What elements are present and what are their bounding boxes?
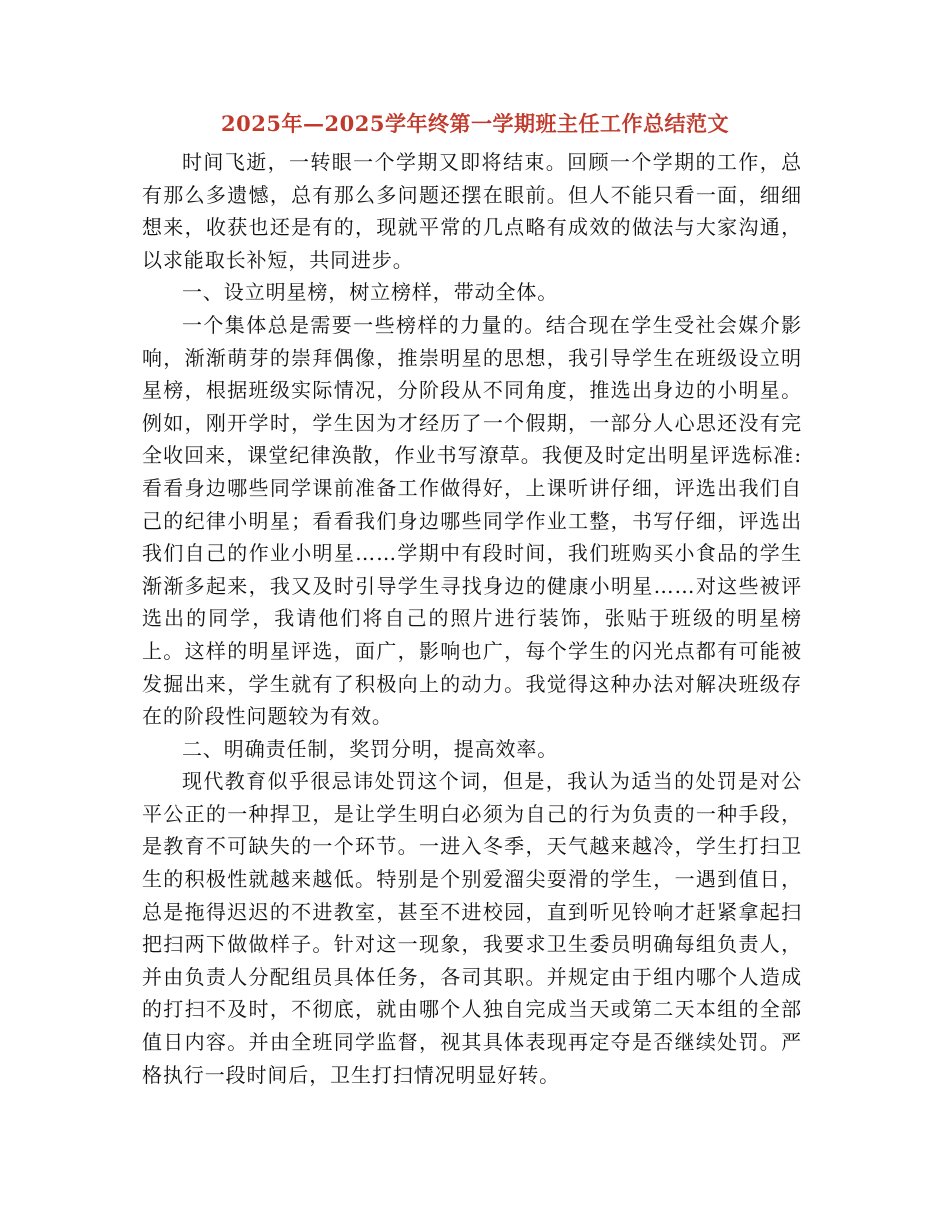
paragraph-section-2: 现代教育似乎很忌讳处罚这个词，但是，我认为适当的处罚是对公平公正的一种捍卫，是让学生明白必须为自己的行为负责的一种手段，是教育不可缺失的一个环节。一进入冬季，天气越来越冷，学生打扫卫生的积极性就越来越低。特别是个别爱溜尖耍滑的学生，一遇到值日，总是拖得迟迟的不进教室，甚至不进校园，直到听见铃响才赶紧拿起扫把扫两下做做样子。针对这一现象，我要求卫生委员明确每组负责人，并由负责人分配组员具体任务，各司其职。并规定由于组内哪个人造成的打扫不及时，不彻底，就由哪个人独自完成当天或第二天本组的全部值日内容。并由全班同学监督，视其具体表现再定夺是否继续处罚。严格执行一段时间后，卫生打扫情况明显好转。	[142, 769, 802, 1087]
document-title: 2025年—2025学年终第一学期班主任工作总结范文	[221, 111, 729, 136]
section-heading-2: 二、明确责任制，奖罚分明，提高效率。	[182, 736, 559, 761]
paragraph-section-1: 一个集体总是需要一些榜样的力量的。结合现在学生受社会媒介影响，渐渐萌芽的崇拜偶像，推崇明星的思想，我引导学生在班级设立明星榜，根据班级实际情况，分阶段从不同角度，推选出身边的小明星。例如，刚开学时，学生因为才经历了一个假期，一部分人心思还没有完全收回来，课堂纪律涣散，作业书写潦草。我便及时定出明星评选标准:看看身边哪些同学课前准备工作做得好，上课听讲仔细，评选出我们自己的纪律小明星；看看我们身边哪些同学作业工整，书写仔细，评选出我们自己的作业小明星……学期中有段时间，我们班购买小食品的学生渐渐多起来，我又及时引导学生寻找身边的健康小明星……对这些被评选出的同学，我请他们将自己的照片进行装饰，张贴于班级的明星榜上。这样的明星评选，面广，影响也广，每个学生的闪光点都有可能被发掘出来，学生就有了积极向上的动力。我觉得这种办法对解决班级存在的阶段性问题较为有效。	[142, 312, 802, 729]
paragraph-intro: 时间飞逝，一转眼一个学期又即将结束。回顾一个学期的工作，总有那么多遗憾，总有那么多问题还摆在眼前。但人不能只看一面，细细想来，收获也还是有的，现就平常的几点略有成效的做法与大家沟通，以求能取长补短，共同进步。	[142, 150, 802, 272]
section-heading-1: 一、设立明星榜，树立榜样，带动全体。	[182, 280, 559, 305]
document-body	[142, 146, 802, 1091]
